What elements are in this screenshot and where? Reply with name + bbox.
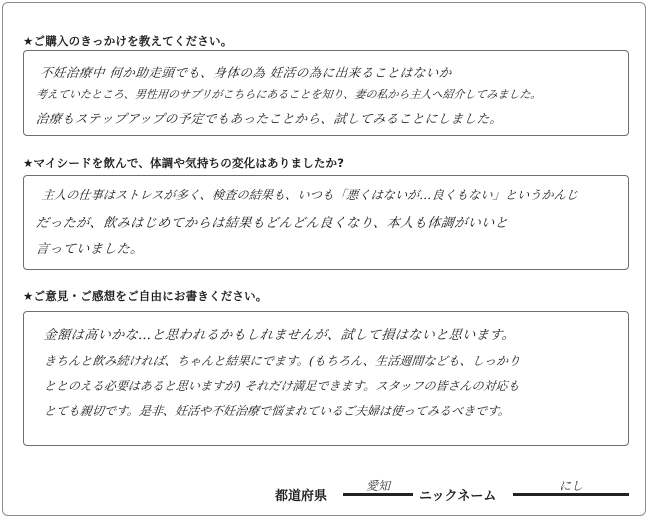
prefecture-underline (343, 493, 413, 496)
answer-box-purchase-reason (23, 50, 629, 136)
handwritten-line: 金額は高いかな…と思われるかもしれませんが、試して損はないと思います。 (43, 328, 517, 343)
handwritten-line: 治療もステップアップの予定でもあったことから、試してみることにしました。 (35, 111, 504, 126)
prefecture-value: 愛知 (365, 479, 390, 493)
answer-box-comments (23, 311, 629, 446)
nickname-label: ニックネーム (419, 489, 497, 504)
handwritten-line: とても親切です。是非、妊活や不妊治療で悩まれているご夫婦は使ってみるべきです。 (43, 404, 511, 418)
question-comments: ★ご意見・ご感想をご自由にお書きください。 (23, 289, 268, 303)
question-purchase-reason: ★ご購入のきっかけを教えてください。 (23, 34, 233, 48)
handwritten-line: 主人の仕事はストレスが多く、検査の結果も、いつも「悪くはないが…良くもない」というかんじ (41, 188, 579, 202)
question-condition-change: ★マイシードを飲んで、体調や気持ちの変化はありましたか? (23, 156, 345, 170)
handwritten-line: 考えていたところ、男性用のサプリがこちらにあることを知り、妻の私から主人へ紹介してみました。 (35, 88, 543, 101)
survey-form (2, 2, 646, 516)
prefecture-label: 都道府県 (275, 489, 328, 504)
handwritten-line: ととのえる必要はあると思いますが) それだけ満足できます。スタッフの皆さんの対応も (43, 379, 521, 393)
answer-box-condition-change (23, 175, 629, 270)
handwritten-line: きちんと飲み続ければ、ちゃんと結果にでます。(もちろん、生活週間なども、しっかり (43, 354, 522, 368)
handwritten-line: だったが、飲みはじめてからは結果もどんどん良くなり、本人も体調がいいと (35, 216, 510, 231)
nickname-value: にし (558, 479, 583, 493)
nickname-underline (513, 493, 629, 496)
handwritten-line: 言っていました。 (35, 242, 145, 257)
handwritten-line: 不妊治療中 何か助走頭でも、身体の為 妊活の為に出来ることはないか (39, 65, 453, 80)
